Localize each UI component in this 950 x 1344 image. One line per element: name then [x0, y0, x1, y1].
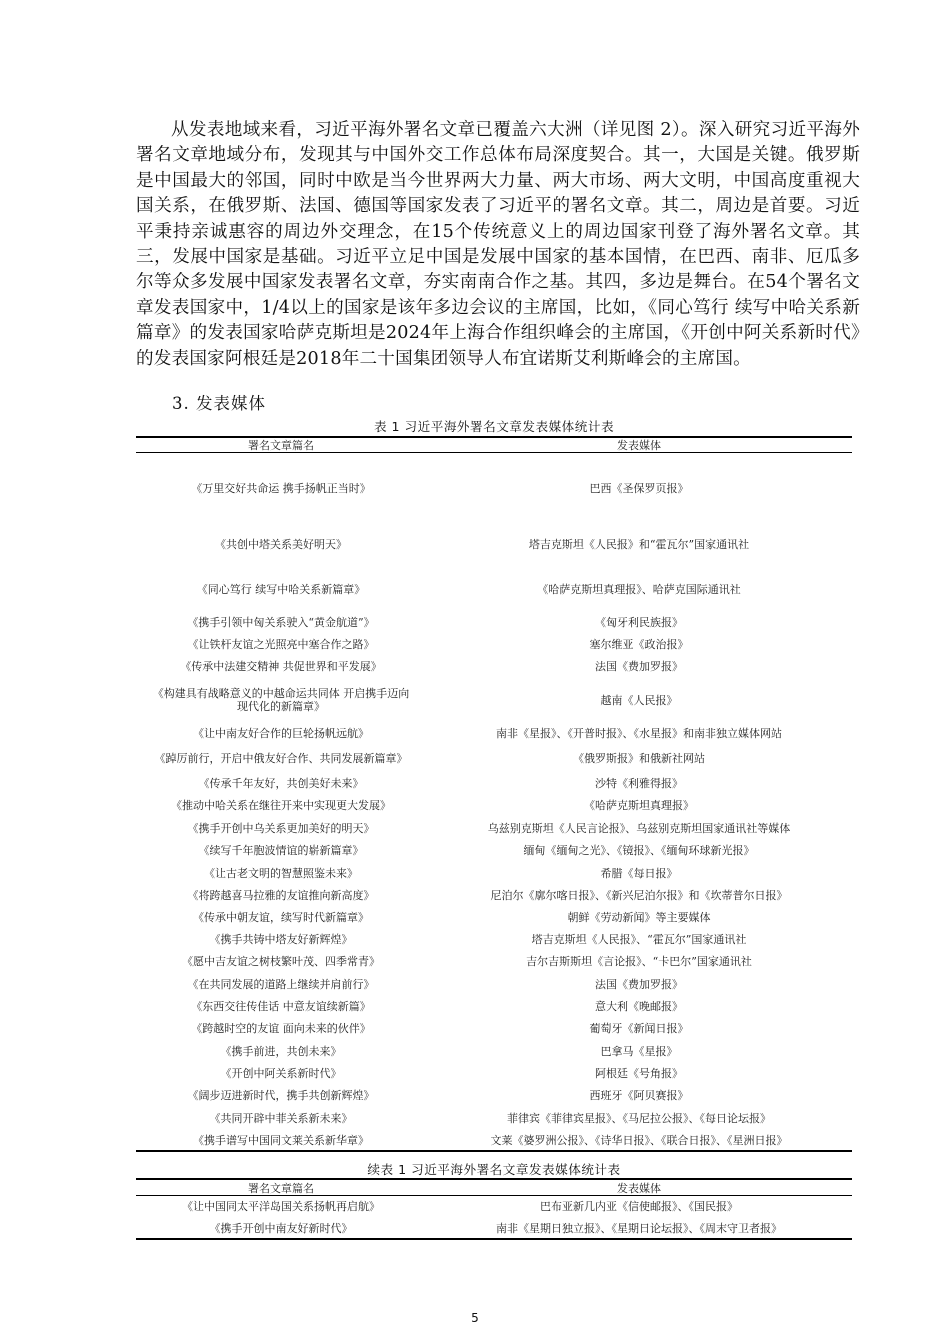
column-header-media: 发表媒体	[617, 1181, 661, 1195]
media-cell: 巴拿马《星报》	[600, 1045, 678, 1058]
media-cell: 南非《星期日独立报》、《星期日论坛报》、《周末守卫者报》	[496, 1222, 782, 1235]
article-title-cell: 《推动中哈关系在继往开来中实现更大发展》	[171, 798, 391, 812]
article-title-cell: 《踔厉前行，开启中俄友好合作、共同发展新篇章》	[154, 751, 408, 765]
media-cell: 南非《星报》、《开普时报》、《水星报》和南非独立媒体网站	[496, 727, 782, 740]
table-caption: 表 1 习近平海外署名文章发表媒体统计表	[373, 419, 615, 434]
table-row	[136, 651, 852, 681]
article-title-cell: 《跨越时空的友谊 面向未来的伙伴》	[191, 1021, 371, 1035]
article-title-cell: 《让中南友好合作的巨轮扬帆远航》	[193, 726, 369, 740]
media-cell: 缅甸《缅甸之光》、《镜报》、《缅甸环球新光报》	[523, 844, 755, 857]
media-cell: 文莱《婆罗洲公报》、《诗华日报》、《联合日报》、《星洲日报》	[490, 1134, 788, 1147]
media-cell: 乌兹别克斯坦《人民言论报》、乌兹别克斯坦国家通讯社等媒体	[487, 822, 791, 835]
media-cell: 西班牙《阿贝赛报》	[589, 1089, 689, 1102]
article-title-cell: 《共同开辟中菲关系新未来》	[209, 1111, 353, 1125]
article-title-cell: 《让古老文明的智慧照鉴未来》	[204, 866, 358, 880]
article-title-cell: 《共创中塔关系美好明天》	[215, 537, 347, 551]
table-header-row	[136, 437, 852, 452]
table-row	[136, 473, 852, 503]
media-cell: 法国《费加罗报》	[595, 978, 683, 991]
article-title-cell: 《愿中吉友谊之树枝繁叶茂、四季常青》	[182, 954, 380, 968]
article-title-cell: 《阔步迈进新时代，携手共创新辉煌》	[187, 1088, 375, 1102]
media-cell: 塔吉克斯坦《人民报》、“霍瓦尔”国家通讯社	[531, 933, 747, 946]
media-cell: 沙特《利雅得报》	[595, 777, 683, 790]
article-title-cell: 《万里交好共命运 携手扬帆正当时》	[191, 481, 371, 495]
article-title-cell: 《同心笃行 续写中哈关系新篇章》	[196, 582, 366, 596]
article-title-cell: 《传承中法建交精神 共促世界和平发展》	[180, 659, 382, 673]
article-title-cell: 《让中国同太平洋岛国关系扬帆再启航》	[182, 1199, 380, 1213]
article-title-cell: 《将跨越喜马拉雅的友谊推向新高度》	[187, 888, 375, 902]
media-cell: 《哈萨克斯坦真理报》、哈萨克国际通讯社	[537, 583, 741, 596]
table-cont-bottom-rule	[136, 1238, 852, 1240]
media-cell: 尼泊尔《廓尔喀日报》、《新兴尼泊尔报》和《坎蒂普尔日报》	[490, 889, 788, 902]
article-title-cell: 《构建具有战略意义的中越命运共同体 开启携手迈向现代化的新篇章》	[152, 687, 410, 713]
media-cell: 葡萄牙《新闻日报》	[589, 1022, 689, 1035]
article-title-cell: 《携手引领中匈关系驶入“黄金航道”》	[187, 615, 375, 629]
media-cell: 塞尔维亚《政治报》	[589, 638, 689, 651]
article-title-cell: 《携手开创中乌关系更加美好的明天》	[187, 821, 375, 835]
article-title-cell: 《续写千年胞波情谊的崭新篇章》	[198, 843, 364, 857]
article-title-cell: 《让铁杆友谊之光照亮中塞合作之路》	[187, 637, 375, 651]
article-title-cell: 《在共同发展的道路上继续并肩前行》	[187, 977, 375, 991]
column-header-title: 署名文章篇名	[248, 1181, 314, 1195]
media-cell: 意大利《晚邮报》	[595, 1000, 683, 1013]
article-title-cell: 《携手开创中南友好新时代》	[209, 1221, 353, 1235]
column-header-title: 署名文章篇名	[248, 438, 314, 452]
article-title-cell: 《携手前进，共创未来》	[220, 1044, 342, 1058]
table-header-rule	[136, 452, 852, 453]
column-header-media: 发表媒体	[617, 438, 661, 452]
article-title-cell: 《传承中朝友谊，续写时代新篇章》	[193, 910, 369, 924]
section-heading: 3. 发表媒体	[172, 394, 266, 413]
body-paragraph: 从发表地域来看，习近平海外署名文章已覆盖六大洲（详见图 2）。深入研究习近平海外署名文章地域分布，发现其与中国外交工作总体布局深度契合。其一，大国是关键。俄罗斯是中国最大的邻国，同时中欧是当今世界两大力量、两大市场、两大文明，中国高度重视大国关系，在俄罗斯、法国、德国等国家发表了习近平的署名文章。其二，周边是首要。习近平秉持亲诚惠容的周边外交理念，在15个传统意义上的周边国家刊登了海外署名文章。其三，发展中国家是基础。习近平立足中国是发展中国家的基本国情，在巴西、南非、厄瓜多尔等众多发展中国家发表署名文章，夯实南南合作之基。其四，多边是舞台。在54个署名文章发表国家中，1/4以上的国家是该年多边会议的主席国，比如，《同心笃行 续写中哈关系新篇章》的发表国家哈萨克斯坦是2024年上海合作组织峰会的主席国，《开创中阿关系新时代》的发表国家阿根廷是2018年二十国集团领导人布宜诺斯艾利斯峰会的主席国。	[136, 120, 860, 369]
media-cell: 越南《人民报》	[600, 694, 678, 707]
media-cell: 《俄罗斯报》和俄新社网站	[573, 752, 705, 765]
article-title-cell: 《携手共铸中塔友好新辉煌》	[209, 932, 353, 946]
article-title-cell: 《携手谱写中国同文莱关系新华章》	[193, 1133, 369, 1147]
article-title-cell: 《东西交往传佳话 中意友谊续新篇》	[191, 999, 371, 1013]
media-cell: 菲律宾《菲律宾星报》、《马尼拉公报》、《每日论坛报》	[507, 1112, 771, 1125]
media-cell: 希腊《每日报》	[600, 867, 678, 880]
media-cell: 阿根廷《号角报》	[595, 1067, 683, 1080]
media-cell: 《哈萨克斯坦真理报》	[584, 799, 694, 812]
article-title-cell: 《传承千年友好，共创美好未来》	[198, 776, 364, 790]
table-cont-caption: 续表 1 习近平海外署名文章发表媒体统计表	[367, 1162, 621, 1177]
table-row	[136, 529, 852, 559]
article-title-cell: 《开创中阿关系新时代》	[220, 1066, 342, 1080]
media-cell: 《匈牙利民族报》	[595, 616, 683, 629]
media-cell: 法国《费加罗报》	[595, 660, 683, 673]
media-cell: 吉尔吉斯斯坦《言论报》、“卡巴尔”国家通讯社	[526, 955, 752, 968]
table-row	[136, 685, 852, 715]
table-cont-header-rule	[136, 1195, 852, 1196]
table-bottom-rule	[136, 1150, 852, 1152]
media-cell: 朝鲜《劳动新闻》等主要媒体	[567, 911, 711, 924]
page-number: 5	[471, 1311, 479, 1325]
media-cell: 塔吉克斯坦《人民报》和“霍瓦尔”国家通讯社	[528, 538, 750, 551]
table-row	[136, 574, 852, 604]
media-cell: 巴布亚新几内亚《信使邮报》、《国民报》	[540, 1200, 738, 1213]
media-cell: 巴西《圣保罗页报》	[589, 482, 689, 495]
